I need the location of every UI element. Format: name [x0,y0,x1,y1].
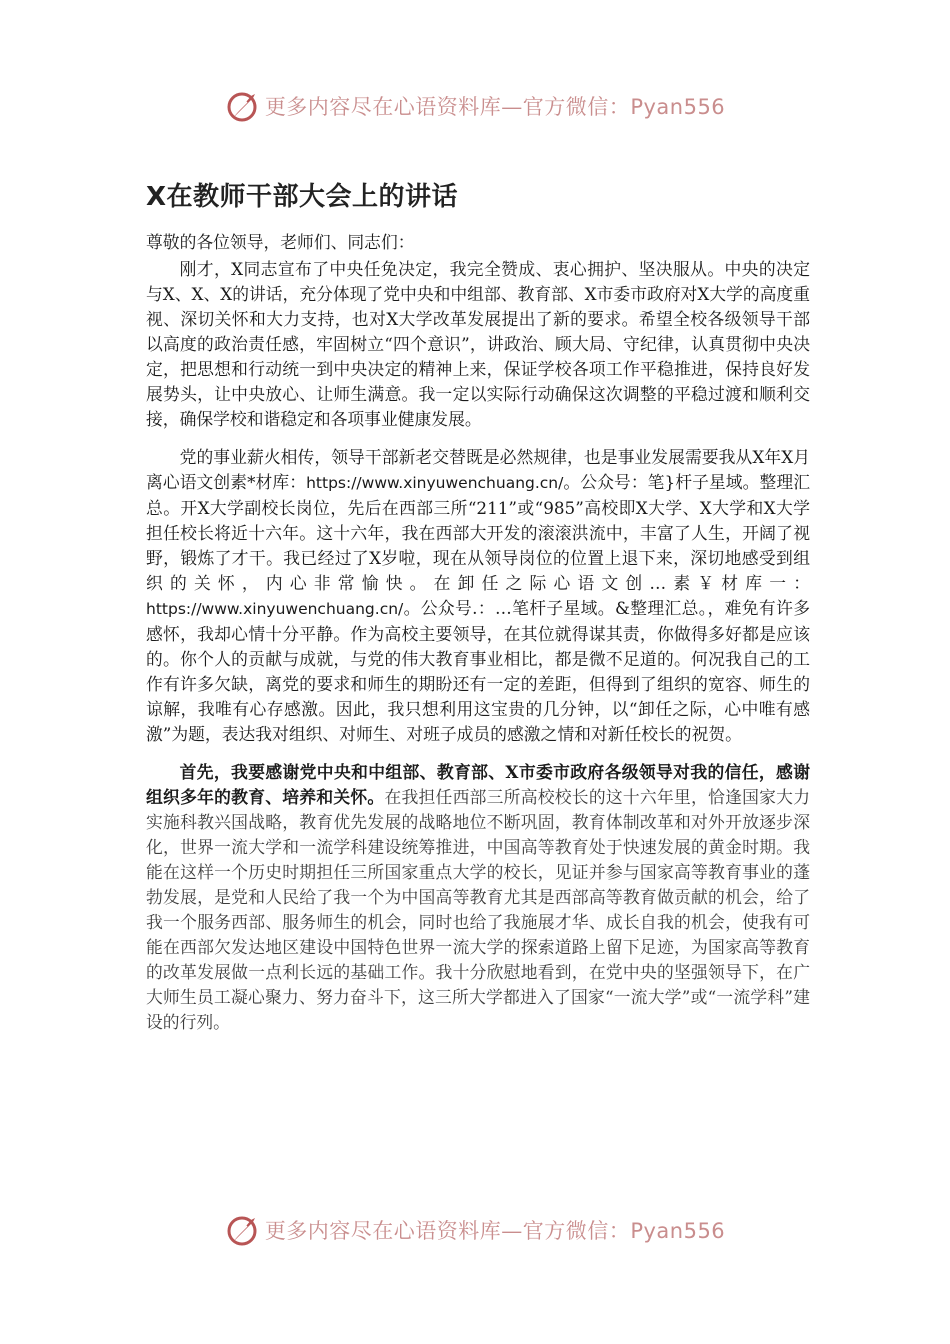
paragraph-3-lead: 首先，我要感谢党中央和中组部、教育部、X市委市政府各级领导对我的信任，感谢组织多年的教育、培养和关怀。 [146,762,810,807]
watermark-text: 更多内容尽在心语资料库—官方微信：Pyan556 [264,1219,726,1243]
paragraph-1: 刚才，X同志宣布了中央任免决定，我完全赞成、衷心拥护、坚决服从。中央的决定与X、X、X的讲话，充分体现了党中央和中组部、教育部、X市委市政府对X大学的高度重视、深切关怀和大力支持，也对X大学改革发展提出了新的要求。希望全校各级领导干部以高度的政治责任感，牢固树立“四个意识”，讲政治、顾大局、守纪律，认真贯彻中央决定，把思想和行动统一到中央决定的精神上来，保证学校各项工作平稳推进，保持良好发展势头，让中央放心、让师生满意。我一定以实际行动确保这次调整的平稳过渡和顺利交接，确保学校和谐稳定和各项事业健康发展。 [146,259,810,429]
paragraph-2: 党的事业薪火相传，领导干部新老交替既是必然规律，也是事业发展需要我从X年X月离心语文创素*材库：https://www.xinyuwenchuang.cn/。公众号：笔}杆子星域。整理汇总。开X大学副校长岗位，先后在西部三所“211”或“985”高校即X大学、X大学和X大学担任校长将近十六年。这十六年，我在西部大开发的滚滚洪流中，丰富了人生，开阔了视野，锻炼了才干。我已经过了X岁啦，现在从领导岗位的位置上退下来，深切地感受到组织的关怀，内心非常愉快。在卸任之际心语文创…素￥材库一：https://www.xinyuwenchuang.cn/。公众号.：…笔杆子星域。&整理汇总。，难免有许多感怀，我却心情十分平静。作为高校主要领导，在其位就得谋其责，你做得多好都是应该的。你个人的贡献与成就，与党的伟大教育事业相比，都是微不足道的。何况我自己的工作有许多欠缺，离党的要求和师生的期盼还有一定的差距，但得到了组织的宽容、师生的谅解，我唯有心存感激。因此，我只想利用这宝贵的几分钟，以“卸任之际，心中唯有感激”为题，表达我对组织、对师生、对班子成员的感激之情和对新任校长的祝贺。 [146,447,810,744]
quill-logo-icon [225,88,261,124]
watermark-banner-top [0,86,950,126]
url-text: https://www.xinyuwenchuang.cn/ [146,600,404,618]
document-title: X在教师干部大会上的讲话 [146,182,459,212]
watermark-banner-bottom [0,1210,950,1250]
url-text: https://www.xinyuwenchuang.cn/ [306,474,564,492]
watermark-text: 更多内容尽在心语资料库—官方微信：Pyan556 [264,95,726,119]
document-body [146,230,810,1048]
quill-logo-icon [225,1212,261,1248]
greeting: 尊敬的各位领导，老师们、同志们： [146,232,415,252]
paragraph-3: 首先，我要感谢党中央和中组部、教育部、X市委市政府各级领导对我的信任，感谢组织多年的教育、培养和关怀。在我担任西部三所高校校长的这十六年里，恰逢国家大力实施科教兴国战略，教育优先发展的战略地位不断巩固，教育体制改革和对外开放逐步深化，世界一流大学和一流学科建设统筹推进，中国高等教育处于快速发展的黄金时期。我能在这样一个历史时期担任三所国家重点大学的校长，见证并参与国家高等教育事业的蓬勃发展，是党和人民给了我一个为中国高等教育尤其是西部高等教育做贡献的机会，给了我一个服务西部、服务师生的机会，同时也给了我施展才华、成长自我的机会，使我有可能在西部欠发达地区建设中国特色世界一流大学的探索道路上留下足迹，为国家高等教育的改革发展做一点利长远的基础工作。我十分欣慰地看到，在党中央的坚强领导下，在广大师生员工凝心聚力、努力奋斗下，这三所大学都进入了国家“一流大学”或“一流学科”建设的行列。 [146,762,810,1032]
